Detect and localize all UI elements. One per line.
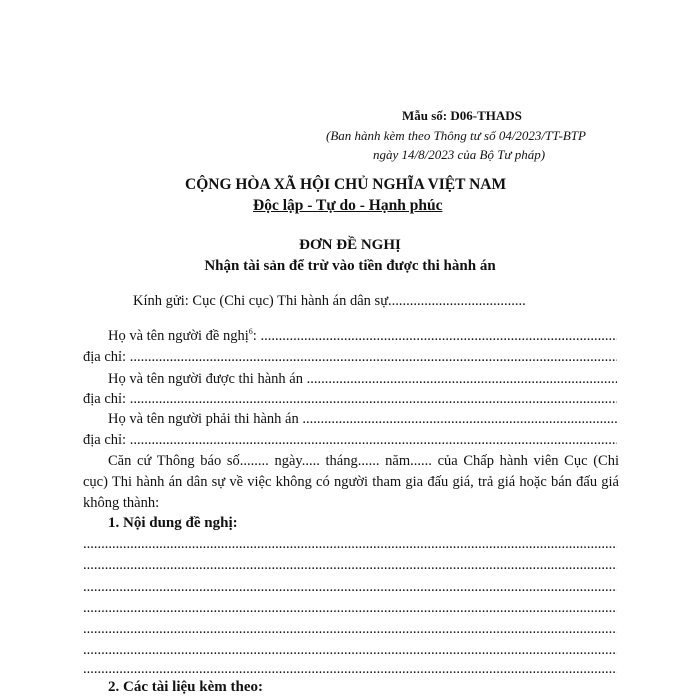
debtor-name-label: Họ và tên người phải thi hành án: [108, 411, 299, 427]
document-title: ĐƠN ĐỀ NGHỊ: [299, 237, 401, 253]
content-fill-line-1: [83, 536, 617, 552]
content-fill-line-5: [83, 621, 617, 637]
attachments-heading: 2. Các tài liệu kèm theo:: [108, 679, 263, 695]
national-motto: Độc lập - Tự do - Hạnh phúc: [253, 197, 443, 214]
content-fill-line-2: [83, 557, 617, 573]
requester-name-label: Họ và tên người đề nghị: [108, 328, 249, 344]
national-title: CỘNG HÒA XÃ HỘI CHỦ NGHĨA VIỆT NAM: [185, 176, 507, 193]
content-fill-line-7: [83, 661, 617, 677]
debtor-name-line: [108, 411, 617, 428]
content-heading: 1. Nội dung đề nghị:: [108, 515, 238, 531]
basis-paragraph: [83, 451, 619, 514]
content-fill-line-3: [83, 579, 617, 595]
creditor-name-line: [108, 371, 617, 388]
document-subtitle: Nhận tài sản để trừ vào tiền được thi hành án: [204, 258, 496, 274]
footnote-mark: 6: [248, 328, 253, 337]
creditor-address-line: [83, 391, 617, 408]
issued-by-line-1: (Ban hành kèm theo Thông tư số 04/2023/TT-BTP: [326, 128, 586, 143]
creditor-name-label: Họ và tên người được thi hành án: [108, 371, 303, 387]
content-fill-line-4: [83, 600, 617, 616]
requester-name-colon: :: [252, 328, 257, 344]
debtor-address-line: [83, 432, 617, 449]
form-code: Mẫu số: D06-THADS: [402, 108, 522, 123]
requester-name-line: [108, 328, 617, 345]
issued-by-line-2: ngày 14/8/2023 của Bộ Tư pháp): [373, 147, 546, 162]
requester-address-line: [83, 349, 617, 366]
basis-paragraph-text: Căn cứ Thông báo số........ ngày..... tháng...... năm...... của Chấp hành viên Cục (Chi cục) Thi hành án dân sự về việc không có người tham gia đấu giá, trả giá hoặc bán đấu giá không thành:: [83, 453, 619, 511]
creditor-address-label: địa chỉ:: [83, 391, 127, 407]
content-fill-line-6: [83, 642, 617, 658]
debtor-address-label: địa chỉ:: [83, 432, 127, 448]
requester-address-label: địa chỉ:: [83, 349, 127, 365]
recipient-line: Kính gửi: Cục (Chi cục) Thi hành án dân sự......................................: [133, 293, 526, 309]
